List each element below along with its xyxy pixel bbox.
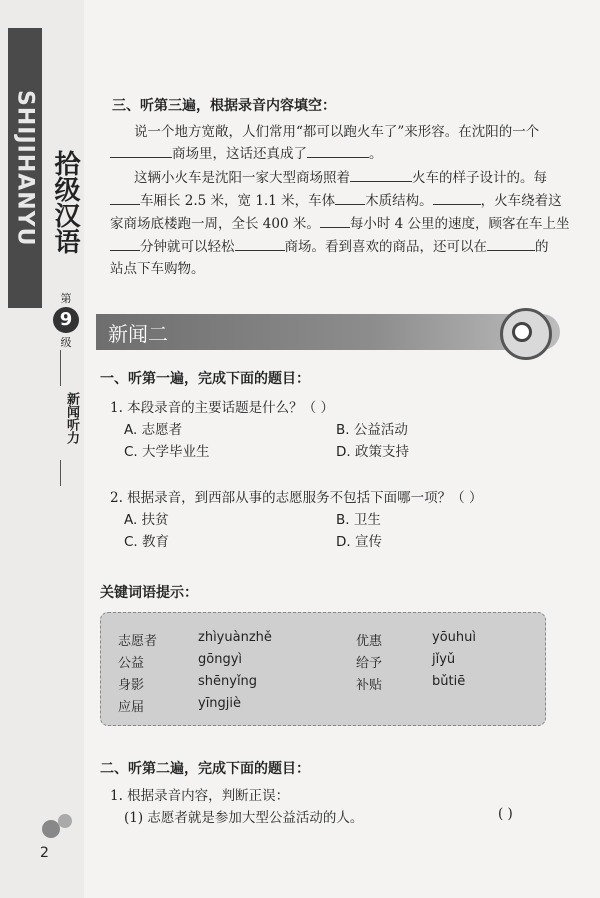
blank[interactable] <box>235 237 285 251</box>
mascot-eye-icon <box>512 322 532 342</box>
part2-question-1: 1. 根据录音内容，判断正误： <box>110 788 290 804</box>
keyword-pinyin: yōuhuì <box>432 630 476 645</box>
keyword-pinyin: gōngyì <box>198 652 243 667</box>
section-label: 新闻听力 <box>64 392 79 444</box>
part2-heading: 二、听第二遍，完成下面的题目： <box>100 761 310 777</box>
keyword-word: 公益 <box>118 656 145 671</box>
sidebar-divider-lower <box>60 460 61 486</box>
part1-heading: 一、听第一遍，完成下面的题目： <box>100 371 310 387</box>
fill-paragraph-line5: 家商场底楼跑一周，全长 400 米。 每小时 4 公里的速度，顾客在车上坐 <box>110 216 570 232</box>
question-1: 1. 本段录音的主要话题是什么？（ ） <box>110 400 334 416</box>
q2-option-b[interactable]: B. 卫生 <box>336 512 381 528</box>
fill-paragraph-line3: 这辆小火车是沈阳一家大型商场照着 火车的样子设计的。每 <box>134 170 547 186</box>
level-prefix: 第 <box>60 292 72 305</box>
keywords-box <box>100 612 546 726</box>
banner-title: 新闻二 <box>108 322 168 346</box>
fill-paragraph-line7: 站点下车购物。 <box>110 261 205 277</box>
keyword-word: 志愿者 <box>118 634 158 649</box>
q2-option-a[interactable]: A. 扶贫 <box>124 512 169 528</box>
series-pinyin: SHIJIHANYU <box>8 28 42 308</box>
sidebar-divider <box>60 350 61 386</box>
blank[interactable] <box>433 191 481 205</box>
keyword-word: 优惠 <box>356 634 383 649</box>
keyword-pinyin: bǔtiē <box>432 674 466 689</box>
blank[interactable] <box>110 237 140 251</box>
page-number: 2 <box>40 845 49 861</box>
bubble-icon <box>58 814 72 828</box>
blank[interactable] <box>307 144 369 158</box>
blank[interactable] <box>110 144 172 158</box>
keyword-word: 应届 <box>118 700 145 715</box>
fill-paragraph-line2: 商场里，这话还真成了 。 <box>110 143 383 166</box>
q1-option-a[interactable]: A. 志愿者 <box>124 422 183 438</box>
q2-option-c[interactable]: C. 教育 <box>124 534 170 550</box>
answer-paren[interactable]: ( ) <box>498 806 513 822</box>
q2-option-d[interactable]: D. 宣传 <box>336 534 382 550</box>
keyword-pinyin: yīngjiè <box>198 696 242 711</box>
q1-option-c[interactable]: C. 大学毕业生 <box>124 444 210 460</box>
true-false-item: (1) 志愿者就是参加大型公益活动的人。 <box>124 810 364 826</box>
part3-heading: 三、听第三遍，根据录音内容填空： <box>112 98 336 114</box>
blank[interactable] <box>487 237 535 251</box>
level-badge <box>48 290 84 350</box>
keyword-word: 给予 <box>356 656 383 671</box>
blank[interactable] <box>335 191 365 205</box>
question-2: 2. 根据录音，到西部从事的志愿服务不包括下面哪一项？（ ） <box>110 490 483 506</box>
q1-option-b[interactable]: B. 公益活动 <box>336 422 408 438</box>
level-number: 9 <box>53 307 79 333</box>
keyword-pinyin: shēnyǐng <box>198 674 258 689</box>
q1-option-d[interactable]: D. 政策支持 <box>336 444 409 460</box>
level-suffix: 级 <box>60 336 72 349</box>
keyword-word: 身影 <box>118 678 145 693</box>
series-title: 拾级汉语 <box>50 150 80 254</box>
fill-paragraph-line6: 分钟就可以轻松 商场。看到喜欢的商品，还可以在 的 <box>110 236 549 259</box>
keywords-heading: 关键词语提示： <box>100 585 198 601</box>
keyword-word: 补贴 <box>356 678 383 693</box>
blank[interactable] <box>110 191 140 205</box>
blank[interactable] <box>350 168 412 182</box>
fill-paragraph-line4: 车厢长 2.5 米，宽 1.1 米，车体 木质结构。 ，火车绕着这 <box>110 190 562 213</box>
blank[interactable] <box>320 214 350 228</box>
keyword-pinyin: zhìyuànzhě <box>198 630 272 645</box>
keyword-pinyin: jǐyǔ <box>432 652 456 667</box>
fill-paragraph-line1: 说一个地方宽敞，人们常用“都可以跑火车了”来形容。在沈阳的一个 <box>134 124 540 140</box>
